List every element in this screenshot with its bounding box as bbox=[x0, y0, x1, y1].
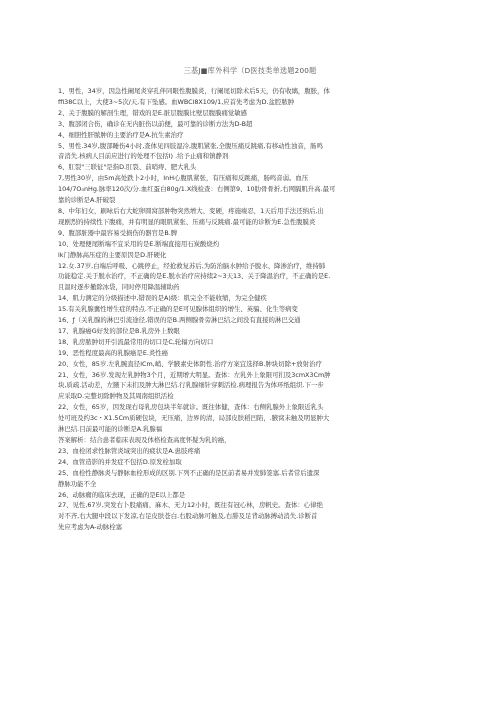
text-line: 现剧烈的持续性下腹痛，并有明显的眼肌紧张、压痛与反跳痛.最可能的诊断为E.急性腹膜炎 bbox=[58, 217, 316, 226]
text-line: 对不齐,右大腿中段以下发凉,右足皮肤苍白.右股动脉可触及,右腓及足背动脉搏动消失.诊断首 bbox=[58, 512, 318, 521]
text-line: 27、见性,67岁,突发右卜股痛痛、麻木、无力12小时，既往有冠心林，房帆史。查体：心律绝 bbox=[58, 501, 323, 510]
document-body bbox=[58, 86, 453, 533]
text-line: 104/7O₀nHg.脉率120次/分.血红蛋白80g/1.X线检查：右侧第9、10肋骨骨折,右网膈肌升高.最可 bbox=[58, 185, 336, 194]
text-line: 3、腹部闭合伤，确诊在无内脏伤以前便，最可靠的诊断方法为D-B超 bbox=[58, 119, 253, 128]
text-line: 12.女.37岁,白端后呼吸、心跳停止，经抢救复苏后,为防治脑水肿给予脱水、降渗治疗，维持肺 bbox=[58, 261, 326, 270]
text-line: 5、男性.34岁,腹部睡伤4小时,查体见四肢湿冷,腹肌紧张,全腹压痛反跳痛,有移动性浊音，肠鸣 bbox=[58, 141, 323, 150]
text-line: 处可班及约3c・X1.5Cm质硬包块，无压痛，边界的清，局部皮肤稻凹陷，.腋窝未触及明显肿大 bbox=[58, 414, 330, 423]
text-line: 答案解析：结合患者临床表现及体格检查高度怀疑为乳的癌， bbox=[58, 436, 231, 444]
text-line: 靠的诊断是A.肝破裂 bbox=[58, 196, 116, 205]
text-line: 9、腹部脏器中最容易受损伤的器官是B.脾 bbox=[58, 228, 178, 237]
text-line: 块,质疏.活动差，左腋下未扪及肿大淋巴结.行乳腺细针穿刺活检.病理报告为体环纸组织.下一步 bbox=[58, 381, 324, 390]
text-line: 24、血管造影的并发症不包括D.原发栓加取 bbox=[58, 457, 182, 466]
text-line: 功能稳定.关于脱水治疗，不正确的是E.脱水治疗应持续2~3天13、关于降温治疗，不正确的是E. bbox=[58, 272, 331, 281]
text-line: 23、血栓闭求性脉管炎域突出的疲状是A.患肢疼痛 bbox=[58, 446, 201, 455]
text-line: 10、处理便尾断端不宜采用的是E.断端直接用石炭酸烧灼 bbox=[58, 239, 220, 248]
text-line: 1、男性，34岁，因急性阑尾炎穿孔伴同眼性腹膜炎，行阑尾切除术后5天，仍有收縭，腹胀，体 bbox=[58, 87, 330, 95]
text-line: 8、中年妇女，刷咏后右大蛇卵圆窝部肿物突然增大、变硬，疼施痠忍，1天后用手法还纳后,出 bbox=[58, 206, 324, 215]
text-line: lk门静脉高压症的主要原因是D.肝硬化 bbox=[58, 250, 167, 259]
text-line: 25、血栓性静脉炎与静脉血栓形成的区别.下列不正确的是区前者易并发肺签塞.后者常后遗深 bbox=[58, 468, 320, 477]
text-line: 18、乳房脓肿切开引流最常用的切口是C,轮辐方向切口 bbox=[58, 337, 214, 346]
text-line: 16、ƒ（关乳腺的淋巴引流途径,错误的是B.两侧腺骨旁淋巴结之间没有直接的淋巴交通 bbox=[58, 316, 301, 325]
text-line: 15.有关乳腺囊性增生症的特点.不正确的是E可见腺体组织的增生、英骗、化生等病变 bbox=[58, 305, 298, 314]
text-line: 17、乳腺癌G好发的部位是B.乳房外上数眼 bbox=[58, 326, 180, 335]
text-line: ffi38C以上，大使3~5次/天,有下坠感。血WBCl8X109/1,应首先考虑为D.盆腔脓肿 bbox=[58, 97, 295, 106]
text-line: 静脉功能不全 bbox=[58, 479, 97, 488]
text-line: 26、动脉瘤的临床去现，正确的是E以上都是 bbox=[58, 490, 186, 499]
text-line: 21、女性，36岁.发现左乳肿物3个月，近期增大明显。查体：左乳外上象限可扪及3cmX3Cm肿 bbox=[58, 370, 331, 379]
text-line: 音消失.核病人目前应进行的处理不包括I) .给予止痛和镇静剂 bbox=[58, 152, 229, 161]
text-line: 2、关于腹膜的解剖生理，错戏的是E.脏层腹膜比壁层腹膜痛觉敏感 bbox=[58, 108, 248, 117]
text-line: 7,男性30岁，由5m高处跌卜2小时，InH心腹肌紧张，有压痛和反跳痛，肠鸣音弱。血压 bbox=[58, 174, 309, 183]
document-title: 三基J■库外科学（D医技类单选题200题 bbox=[183, 66, 317, 75]
text-line: 20、女性，85岁.左乳腕直径lCm,峭、学腋素史体阴性.治疗方案宜选择B.肿块切除+放射治疗 bbox=[58, 359, 322, 368]
text-line: 且温时逐步撤除冰袋，同时停用降温辅助药 bbox=[58, 283, 180, 292]
text-line: 4、细胆性肝脓肿的主要治疗是A.抗生素治疗 bbox=[58, 130, 184, 139]
text-line: 19、恶性程度最高的乳腺癌是E.炎性癌 bbox=[58, 348, 169, 357]
text-line: 6、肛裂"三联征"是指D.肛裂、前哨痔、肥大乳头 bbox=[58, 163, 197, 172]
text-line: 应采取D.完整切除肿物及其周南组织活检 bbox=[58, 392, 174, 401]
text-line: 22、女性，65岁，因发现右母乳房包块半年就诊。既往体健，查体：右侧乳腺外上象限近乳头 bbox=[58, 403, 324, 412]
text-line: 14、肌力测定的分级描述中,错误的是A)级：肌完全不能收缩，为完全健疾 bbox=[58, 294, 267, 303]
text-line: 淋巴结.目前最可能的诊断是A.乳腺福 bbox=[58, 425, 163, 434]
text-line: 先应考虑为A-动脉栓塞 bbox=[58, 523, 123, 532]
